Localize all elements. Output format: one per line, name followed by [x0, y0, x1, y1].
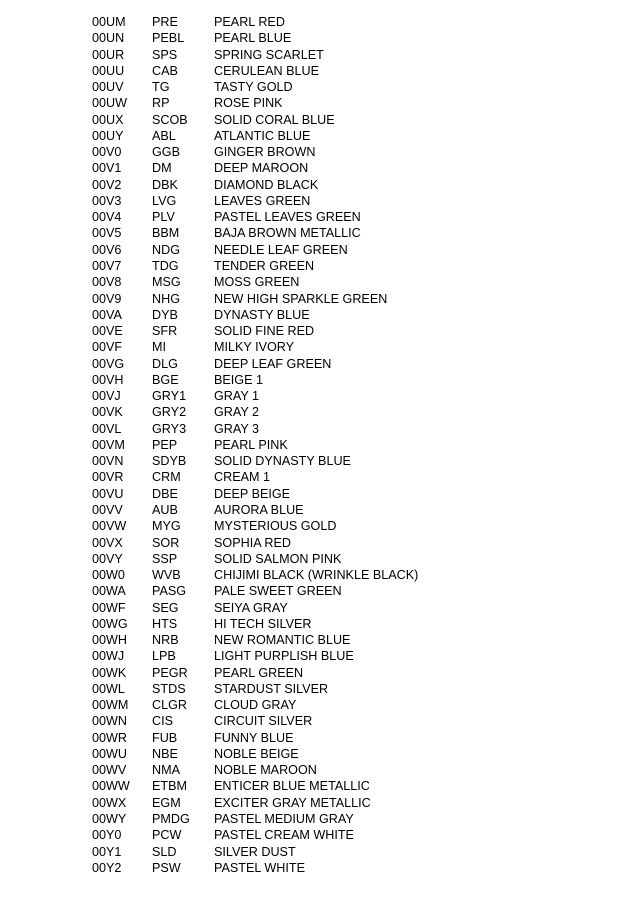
table-row	[92, 128, 612, 144]
abbreviation: SOR	[152, 535, 180, 550]
table-row	[92, 47, 612, 63]
table-row	[92, 665, 612, 681]
color-code: 00V4	[92, 210, 122, 225]
color-code: 00VV	[92, 502, 123, 517]
color-code: 00WL	[92, 681, 125, 696]
color-name: SOLID SALMON PINK	[214, 551, 342, 566]
abbreviation: PEGR	[152, 665, 188, 680]
table-row	[92, 600, 612, 616]
abbreviation: PSW	[152, 860, 181, 875]
color-code: 00VK	[92, 405, 123, 420]
table-row	[92, 112, 612, 128]
abbreviation: PMDG	[152, 812, 190, 827]
table-row	[92, 762, 612, 778]
color-name: PEARL PINK	[214, 437, 288, 452]
color-name: AURORA BLUE	[214, 502, 304, 517]
color-name: FUNNY BLUE	[214, 730, 294, 745]
color-code: 00VU	[92, 486, 124, 501]
table-row	[92, 95, 612, 111]
abbreviation: GGB	[152, 145, 180, 160]
color-name: DYNASTY BLUE	[214, 307, 310, 322]
table-row	[92, 730, 612, 746]
color-code: 00WU	[92, 746, 127, 761]
color-name: MILKY IVORY	[214, 340, 295, 355]
table-row	[92, 746, 612, 762]
abbreviation: FUB	[152, 730, 178, 745]
color-name: SOPHIA RED	[214, 535, 291, 550]
color-name: TASTY GOLD	[214, 80, 293, 95]
table-row	[92, 193, 612, 209]
table-row	[92, 63, 612, 79]
color-code: 00WJ	[92, 649, 125, 664]
color-name: NEEDLE LEAF GREEN	[214, 242, 348, 257]
color-name: BEIGE 1	[214, 372, 263, 387]
table-row	[92, 209, 612, 225]
color-code: 00VW	[92, 519, 127, 534]
color-name: SOLID CORAL BLUE	[214, 112, 335, 127]
color-name: LIGHT PURPLISH BLUE	[214, 649, 354, 664]
color-code: 00VN	[92, 454, 124, 469]
color-name: LEAVES GREEN	[214, 193, 311, 208]
color-code: 00VE	[92, 324, 123, 339]
abbreviation: ETBM	[152, 779, 187, 794]
color-code: 00UV	[92, 80, 124, 95]
table-row	[92, 860, 612, 876]
abbreviation: PEBL	[152, 31, 185, 46]
color-name: GINGER BROWN	[214, 145, 316, 160]
color-name: ROSE PINK	[214, 96, 283, 111]
abbreviation: SFR	[152, 324, 178, 339]
color-code: 00WM	[92, 698, 129, 713]
color-code: 00V5	[92, 226, 122, 241]
table-row	[92, 404, 612, 420]
color-name: CREAM 1	[214, 470, 270, 485]
color-code: 00WY	[92, 812, 127, 827]
color-code: 00V6	[92, 242, 122, 257]
color-code: 00V0	[92, 145, 122, 160]
table-row	[92, 372, 612, 388]
abbreviation: EGM	[152, 795, 181, 810]
color-name: PASTEL CREAM WHITE	[214, 828, 354, 843]
abbreviation: SPS	[152, 47, 178, 62]
color-name: DEEP BEIGE	[214, 486, 291, 501]
table-row	[92, 551, 612, 567]
color-name: HI TECH SILVER	[214, 616, 312, 631]
abbreviation: MYG	[152, 519, 181, 534]
abbreviation: RP	[152, 96, 170, 111]
abbreviation: GRY3	[152, 421, 187, 436]
table-row	[92, 583, 612, 599]
color-code: 00WV	[92, 763, 127, 778]
color-code: 00V9	[92, 291, 122, 306]
color-name: GRAY 3	[214, 421, 260, 436]
table-row	[92, 421, 612, 437]
color-name: SOLID FINE RED	[214, 324, 315, 339]
abbreviation: LPB	[152, 649, 176, 664]
color-name: NOBLE BEIGE	[214, 746, 299, 761]
color-code: 00WF	[92, 600, 126, 615]
table-row	[92, 827, 612, 843]
color-name: STARDUST SILVER	[214, 681, 329, 696]
color-name: CERULEAN BLUE	[214, 63, 319, 78]
table-row	[92, 274, 612, 290]
abbreviation: PLV	[152, 210, 175, 225]
color-code: 00VH	[92, 372, 124, 387]
color-name: MYSTERIOUS GOLD	[214, 519, 337, 534]
color-name: DIAMOND BLACK	[214, 177, 319, 192]
table-row	[92, 811, 612, 827]
color-name: SOLID DYNASTY BLUE	[214, 454, 351, 469]
color-code: 00VJ	[92, 389, 121, 404]
table-row	[92, 79, 612, 95]
color-name: NOBLE MAROON	[214, 763, 317, 778]
color-code: 00WG	[92, 616, 128, 631]
color-name: NEW ROMANTIC BLUE	[214, 633, 351, 648]
color-name: ATLANTIC BLUE	[214, 128, 311, 143]
table-row	[92, 778, 612, 794]
abbreviation: NMA	[152, 763, 180, 778]
table-row	[92, 307, 612, 323]
abbreviation: PEP	[152, 437, 178, 452]
color-name: BAJA BROWN METALLIC	[214, 226, 361, 241]
abbreviation: SLD	[152, 844, 177, 859]
table-row	[92, 323, 612, 339]
table-row	[92, 616, 612, 632]
abbreviation: ABL	[152, 128, 176, 143]
abbreviation: CIS	[152, 714, 173, 729]
abbreviation: AUB	[152, 502, 178, 517]
table-row	[92, 177, 612, 193]
color-name: CHIJIMI BLACK (WRINKLE BLACK)	[214, 568, 419, 583]
color-code: 00W0	[92, 568, 125, 583]
abbreviation: NRB	[152, 633, 179, 648]
table-row	[92, 535, 612, 551]
table-row	[92, 258, 612, 274]
color-name: PALE SWEET GREEN	[214, 584, 342, 599]
abbreviation: DYB	[152, 307, 178, 322]
abbreviation: SCOB	[152, 112, 188, 127]
color-code: 00UW	[92, 96, 127, 111]
color-name: DEEP MAROON	[214, 161, 309, 176]
color-code: 00UN	[92, 31, 125, 46]
abbreviation: DM	[152, 161, 172, 176]
abbreviation: SEG	[152, 600, 179, 615]
abbreviation: NHG	[152, 291, 180, 306]
table-row	[92, 486, 612, 502]
abbreviation: GRY2	[152, 405, 187, 420]
table-row	[92, 469, 612, 485]
color-code: 00WR	[92, 730, 127, 745]
table-row	[92, 567, 612, 583]
color-name: SEIYA GRAY	[214, 600, 288, 615]
table-row	[92, 648, 612, 664]
color-name: CIRCUIT SILVER	[214, 714, 313, 729]
color-code: 00WN	[92, 714, 127, 729]
color-name: TENDER GREEN	[214, 258, 315, 273]
color-code: 00WK	[92, 665, 127, 680]
abbreviation: PASG	[152, 584, 187, 599]
color-name: ENTICER BLUE METALLIC	[214, 779, 370, 794]
color-code: 00V7	[92, 258, 122, 273]
color-name: PASTEL WHITE	[214, 860, 305, 875]
table-row	[92, 14, 612, 30]
abbreviation: SSP	[152, 551, 178, 566]
color-code: 00Y2	[92, 860, 122, 875]
table-row	[92, 713, 612, 729]
color-code: 00VM	[92, 437, 125, 452]
color-code: 00VL	[92, 421, 122, 436]
color-name: PEARL RED	[214, 15, 285, 29]
abbreviation: DBE	[152, 486, 178, 501]
color-code: 00VA	[92, 307, 122, 322]
color-code: 00V3	[92, 193, 122, 208]
table-row	[92, 518, 612, 534]
abbreviation: BGE	[152, 372, 179, 387]
table-row	[92, 437, 612, 453]
color-code: 00UR	[92, 47, 125, 62]
abbreviation: CAB	[152, 63, 178, 78]
abbreviation: TDG	[152, 258, 179, 273]
table-row	[92, 339, 612, 355]
table-row	[92, 144, 612, 160]
color-code: 00WH	[92, 633, 127, 648]
abbreviation: HTS	[152, 616, 178, 631]
color-code: 00V2	[92, 177, 122, 192]
abbreviation: PCW	[152, 828, 182, 843]
color-name: MOSS GREEN	[214, 275, 300, 290]
color-code-table	[92, 14, 612, 876]
table-row	[92, 160, 612, 176]
color-code: 00VX	[92, 535, 123, 550]
color-code: 00Y1	[92, 844, 122, 859]
abbreviation: DBK	[152, 177, 178, 192]
table-row	[92, 225, 612, 241]
abbreviation: WVB	[152, 568, 181, 583]
color-name: GRAY 1	[214, 389, 260, 404]
color-name: EXCITER GRAY METALLIC	[214, 795, 371, 810]
color-code: 00WA	[92, 584, 126, 599]
table-row	[92, 388, 612, 404]
table-row	[92, 697, 612, 713]
color-name: GRAY 2	[214, 405, 260, 420]
table-row	[92, 502, 612, 518]
table-row	[92, 681, 612, 697]
color-name: PASTEL MEDIUM GRAY	[214, 812, 354, 827]
abbreviation: MSG	[152, 275, 181, 290]
color-name: SILVER DUST	[214, 844, 296, 859]
color-code: 00VG	[92, 356, 125, 371]
abbreviation: BBM	[152, 226, 180, 241]
color-code: 00V8	[92, 275, 122, 290]
table-row	[92, 291, 612, 307]
color-name: PEARL GREEN	[214, 665, 304, 680]
table-row	[92, 632, 612, 648]
abbreviation: TG	[152, 80, 170, 95]
table-row	[92, 356, 612, 372]
color-name: CLOUD GRAY	[214, 698, 297, 713]
color-code: 00VR	[92, 470, 124, 485]
abbreviation: CLGR	[152, 698, 187, 713]
color-code: 00WW	[92, 779, 130, 794]
color-name: NEW HIGH SPARKLE GREEN	[214, 291, 388, 306]
abbreviation: NDG	[152, 242, 180, 257]
abbreviation: GRY1	[152, 389, 187, 404]
abbreviation: CRM	[152, 470, 181, 485]
color-code: 00VY	[92, 551, 123, 566]
color-code: 00UX	[92, 112, 124, 127]
table-row	[92, 30, 612, 46]
table-row	[92, 453, 612, 469]
color-code: 00V1	[92, 161, 122, 176]
table-row	[92, 795, 612, 811]
color-name: PASTEL LEAVES GREEN	[214, 210, 361, 225]
color-code: 00UU	[92, 63, 125, 78]
color-code: 00UY	[92, 128, 124, 143]
color-code: 00WX	[92, 795, 127, 810]
abbreviation: LVG	[152, 193, 177, 208]
abbreviation: PRE	[152, 15, 178, 29]
abbreviation: SDYB	[152, 454, 187, 469]
table-row	[92, 242, 612, 258]
color-code: 00Y0	[92, 828, 122, 843]
abbreviation: NBE	[152, 746, 178, 761]
table-row	[92, 844, 612, 860]
abbreviation: STDS	[152, 681, 186, 696]
color-name: PEARL BLUE	[214, 31, 292, 46]
color-code: 00UM	[92, 15, 126, 29]
color-code: 00VF	[92, 340, 123, 355]
color-name: SPRING SCARLET	[214, 47, 324, 62]
color-name: DEEP LEAF GREEN	[214, 356, 332, 371]
abbreviation: DLG	[152, 356, 178, 371]
abbreviation: MI	[152, 340, 166, 355]
